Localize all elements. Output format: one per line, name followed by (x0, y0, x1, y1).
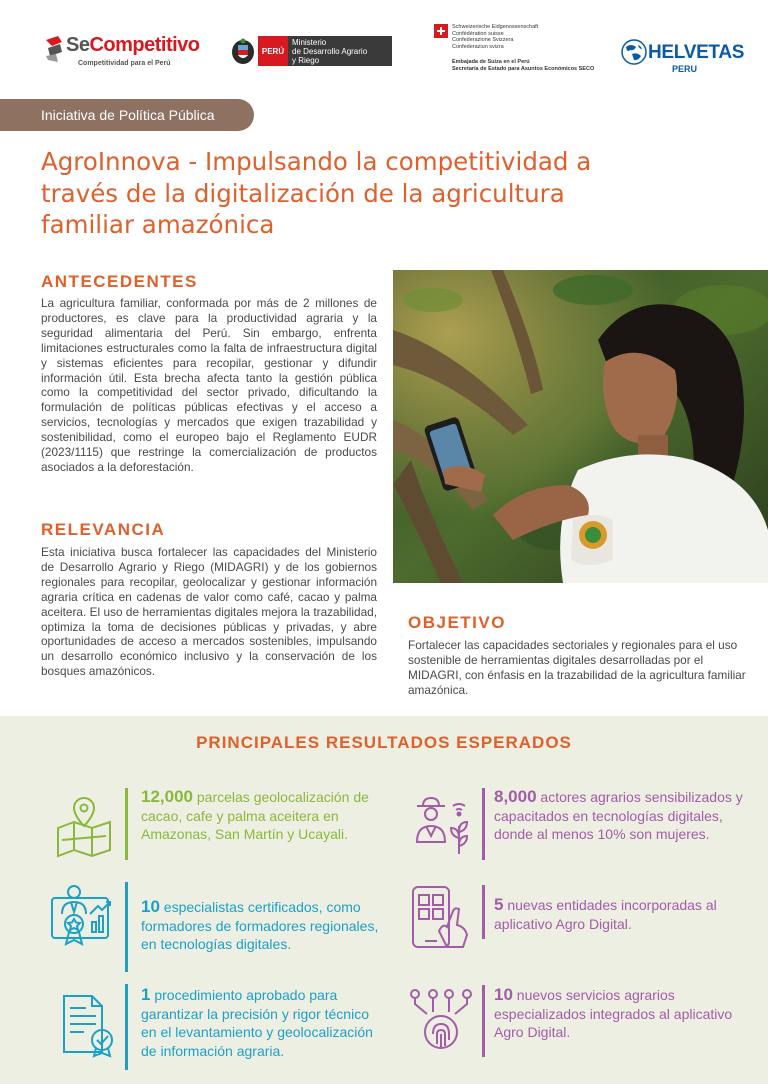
result-4-text: 5 nuevas entidades incorporadas al aplicativo Agro Digital. (494, 895, 717, 932)
result-3-text: 10 especialistas certificados, como formadores de formadores regionales, en tecnologías digitales. (141, 897, 379, 952)
farmer-with-phone-photo (393, 270, 768, 583)
photo-illustration (393, 270, 768, 583)
approved-document-icon (58, 994, 122, 1058)
helvetas-name: HELVETAS (648, 42, 745, 63)
ministry-label: Ministerio de Desarrollo Agrario y Riego (288, 36, 392, 66)
swiss-confederation-names: Schweizerische Eidgenossenschaft Confédération suisse Confederazione Svizzera Confederaziun svizra (452, 24, 539, 50)
result-3-bar (125, 882, 128, 972)
result-2-text: 8,000 actores agrarios sensibilizados y capacitados en tecnologías digitales, donde al menos 10% son mujeres. (494, 787, 743, 842)
relevancia-body: Esta iniciativa busca fortalecer las capacidades del Ministerio de Desarrollo Agrario y Riego (MIDAGRI) y de los gobiernos regionales para recopilar, geolocalizar y gestionar información agraria crítica en cadenas de valor como café, cacao y palma aceitera. El uso de herramientas digitales mejora la trazabilidad, optimiza la toma de decisiones públicas y privadas, y abre oportunidades de acceso a mercados sostenibles, impulsando un desarrollo económico inclusivo y la conservación de los bosques amazónicos. (41, 545, 377, 679)
relevancia-heading: RELEVANCIA (41, 520, 166, 539)
fingerprint-network-icon (409, 988, 473, 1052)
secompetitivo-tagline: Competitividad para el Perú (78, 60, 171, 67)
map-pin-icon (52, 794, 116, 858)
peru-label: PERÚ (258, 36, 288, 66)
secompetitivo-logo (44, 32, 200, 74)
peru-midagri-logo (230, 34, 392, 68)
result-5-text: 1 procedimiento aprobado para garantizar la precisión y rigor técnico en el levantamiento y geolocalización de información agraria. (141, 985, 373, 1059)
certified-specialist-icon (50, 884, 114, 948)
result-5-bar (125, 984, 128, 1070)
secompetitivo-mark-icon (44, 36, 64, 62)
helvetas-logo (620, 38, 750, 78)
swiss-flag-icon (434, 24, 448, 38)
swiss-confederation-logo (434, 24, 594, 84)
results-heading: PRINCIPALES RESULTADOS ESPERADOS (196, 733, 572, 752)
result-4-bar (482, 885, 485, 939)
peru-coat-of-arms-icon (230, 37, 256, 65)
result-6-text: 10 nuevos servicios agrarios especializados integrados al aplicativo Agro Digital. (494, 985, 733, 1040)
page-title: AgroInnova - Impulsando la competitividad a través de la digitalización de la agricultura familiar amazónica (41, 147, 592, 239)
farmer-icon (409, 792, 473, 856)
antecedentes-body: La agricultura familiar, conformada por más de 2 millones de productores, es clave para la productividad agraria y la seguridad alimentaria del Perú. Sin embargo, enfrenta limitaciones estructurales como la falta de infraestructura digital y sistemas eficientes para recopilar, gestionar y difundir información útil. Esta brecha afecta tanto la gestión pública como la competitividad del sector privado, dificultando la formulación de políticas públicas efectivas y el acceso a servicios, tecnologías y mercados que exigen trazabilidad y sostenibilidad, como el europeo bajo el Reglamento EUDR (2023/1115) que restringe la comercialización de productos asociados a la deforestación. (41, 296, 377, 474)
helvetas-country: PERU (672, 64, 698, 74)
helvetas-globe-icon (620, 38, 648, 66)
result-2-bar (482, 788, 485, 860)
swiss-embassy-text: Embajada de Suiza en el Perú Secretaría de Estado para Asuntos Económicos SECO (452, 59, 595, 72)
objetivo-heading: OBJETIVO (408, 613, 506, 632)
result-1-bar (125, 788, 128, 860)
initiative-tag: Iniciativa de Política Pública (0, 99, 254, 131)
antecedentes-heading: ANTECEDENTES (41, 272, 198, 291)
objetivo-body: Fortalecer las capacidades sectoriales y regionales para el uso sostenible de herramientas digitales desarrolladas por el MIDAGRI, con énfasis en la trazabilidad de la agricultura familiar amazónica. (408, 638, 746, 697)
mobile-app-icon (409, 885, 473, 949)
logo-bar (0, 0, 768, 96)
result-1-text: 12,000 parcelas geolocalización de cacao, cafe y palma aceitera en Amazonas, San Martín y Ucayali. (141, 787, 369, 842)
result-6-bar (482, 985, 485, 1057)
secompetitivo-name: SeCompetitivo (66, 34, 200, 56)
